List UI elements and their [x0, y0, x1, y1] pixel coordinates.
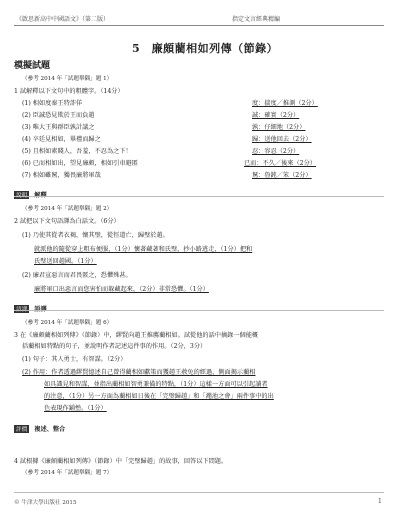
skill-icon [14, 191, 29, 199]
q1-reference: （參考 2014 年「試題舉隅」題 1） [22, 76, 113, 82]
q2-reference: （參考 2014 年「試題舉隅」題 2） [22, 206, 113, 212]
q1-answer: 度：揣度／推測（2分） [252, 100, 318, 107]
q1-item: (2) 臣誠恐見欺於王而負趙 [22, 112, 95, 119]
q3-reference: （參考 2014 年「試題舉隅」題 6） [22, 320, 113, 326]
footer-divider [14, 492, 384, 493]
q2-item-2: (2) 廉君宣惡言而君畏匿之，恐懼殊甚。 [22, 272, 132, 279]
q4-stem: 4 試根據《廉頗藺相如列傳》（節錄）中「完璧歸趙」的故事，回答以下問題。 [14, 458, 228, 465]
q3-effect-2: 如具識見和智謀，並指出藺相如智勇兼備的特點，（1分）這樣一方面可以引起讀者 [44, 381, 268, 388]
q3-effect-4: 色表現作鋪墊。（1分） [44, 405, 107, 412]
q1-stem: 1 試解釋以下文句中的粗體字。（14分） [14, 88, 124, 95]
q1-item: (6) 已而相如出，望見廉頗，相如引車避匿 [22, 160, 138, 167]
page-title: 5 廉頗藺相如列傳（節錄） [132, 42, 279, 55]
header-book-title: 《啟思新高中中國語文》（第二版） [16, 16, 110, 23]
skill-icon: 評價 [16, 427, 28, 433]
q1-skill-tag [14, 182, 47, 201]
q2-skill-tag [14, 296, 47, 315]
q2-answer-2: 廉將軍口出惡言而您害怕而躲藏起來，（2分）非常恐懼。（1分） [34, 286, 209, 293]
q2-answer-1b: 氏璧送回趙國。（1分） [34, 258, 97, 265]
q3-effect-3: 的注意，（1分）另一方面為藺相如日後在「完璧歸趙」和「澠池之會」兩件事中的出 [44, 393, 274, 400]
q2-item-1: (1) 乃使其從者衣褐，懷其璧，從徑道亡，歸璧於趙。 [22, 232, 169, 239]
q2-answer-1a: 就派他的隨從穿上粗布便服，（1分）懷著藏著和氏璧，抄小路逃走，（1分）把和 [34, 246, 253, 253]
skill-icon [14, 305, 29, 313]
q1-answer: 誠：確實（2分） [252, 112, 300, 119]
q1-answer: 駑：魯鈍／笨（2分） [252, 172, 312, 179]
header-section-title: 指定文言經典精編 [232, 16, 281, 23]
page-number: 1 [378, 498, 382, 505]
q4-reference: （參考 2014 年「試題舉隅」題 7） [22, 470, 113, 476]
q3-stem-1: 3 在《廉頗藺相如列傳》（節錄）中，繆賢向趙王推薦藺相如。試從他的話中摘錄一個能概 [14, 332, 259, 339]
q1-answer: 忍：容忍（2分） [252, 148, 300, 155]
q1-answer: 歸：送他回去（2分） [252, 136, 312, 143]
q1-answer: 已而：不久／後來（2分） [244, 160, 316, 167]
q3-sentence: (1) 句子：其人勇士，有智謀。（2分） [22, 356, 127, 363]
q3-stem-2: 括藺相如特點的句子，並說明作者記述這件事的作用。（2分，3分） [22, 343, 207, 350]
q1-answer: 孰：仔細地（2分） [252, 124, 306, 131]
q1-item: (1) 相如度秦王特詐佯 [22, 100, 83, 107]
q3-skill-label: 複述、整合 [34, 426, 66, 433]
q1-item: (4) 卒廷見相如，畢禮而歸之 [22, 136, 101, 143]
q1-item: (7) 相如雖駑，獨畏廉將軍哉 [22, 172, 101, 179]
section-heading: 模擬試題 [14, 61, 51, 71]
q3-effect-1: (2) 作用：作者透過繆賢憶述自己曾得藺相如獻策而獲趙王赦免的經過，側面揭示藺相 [22, 369, 256, 376]
q2-stem: 2 試把以下文句語譯為白話文。（6分） [14, 218, 120, 225]
q1-item: (5) 且相如素賤人，吾羞，不忍為之下！ [22, 148, 132, 155]
header-divider [14, 25, 384, 26]
footer-copyright: © 牛津大學出版社 2015 [14, 500, 77, 506]
q3-skill-tag [14, 416, 65, 435]
q2-divider [14, 310, 384, 311]
q1-item: (3) 唯大王與群臣孰計議之 [22, 124, 95, 131]
q1-divider [14, 196, 384, 197]
